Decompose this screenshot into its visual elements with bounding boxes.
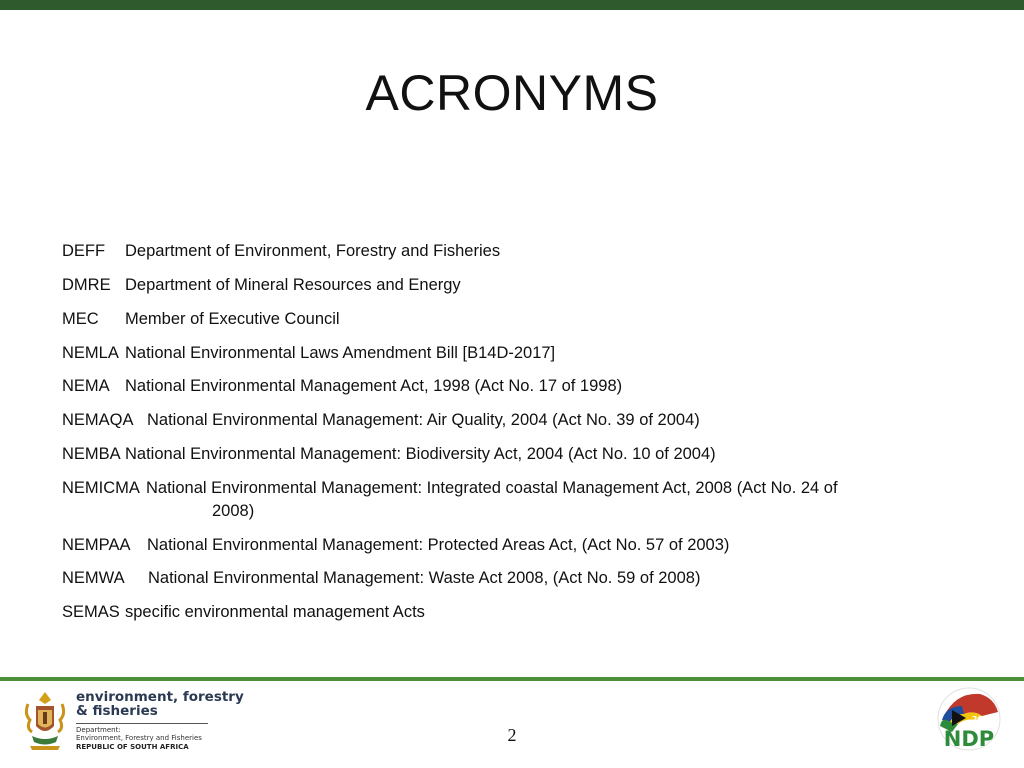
slide-title: ACRONYMS: [365, 65, 659, 121]
acronym-abbr: SEMAS: [62, 603, 120, 621]
ndp-2030-logo: [936, 686, 1002, 752]
department-subtitle: [76, 726, 202, 742]
department-name: [76, 690, 244, 718]
acronym-abbr: NEMPAA: [62, 536, 131, 554]
acronym-abbr: NEMAQA: [62, 411, 134, 429]
acronym-abbr: NEMA: [62, 377, 110, 395]
department-logo: [22, 689, 244, 754]
acronym-row: [62, 409, 962, 431]
acronym-abbr: NEMWA: [62, 569, 125, 587]
acronym-row: [62, 240, 962, 262]
acronym-definition: Department of Environment, Forestry and Fisheries: [125, 242, 501, 260]
acronym-row: [62, 274, 962, 296]
acronym-abbr: MEC: [62, 310, 99, 328]
acronym-definition: National Environmental Management: Biodiversity Act, 2004 (Act No. 10 of 2004): [125, 445, 716, 463]
acronym-abbr: DEFF: [62, 242, 106, 260]
page-number: 2: [507, 725, 517, 745]
department-subtitle-line: Environment, Forestry and Fisheries: [76, 734, 202, 742]
acronym-row: [62, 375, 962, 397]
acronym-row: [62, 534, 962, 556]
acronym-row: [62, 443, 962, 465]
acronym-definition: Member of Executive Council: [125, 310, 340, 328]
acronym-abbr: DMRE: [62, 276, 111, 294]
ndp-wordmark: NDP: [943, 727, 995, 751]
acronym-row: [62, 567, 962, 589]
acronym-abbr: NEMBA: [62, 445, 121, 463]
logo-divider: [76, 723, 208, 724]
acronym-definition: National Environmental Laws Amendment Bill [B14D-2017]: [125, 344, 556, 362]
department-name-line: & fisheries: [76, 703, 158, 719]
country-name: REPUBLIC OF SOUTH AFRICA: [76, 743, 189, 751]
coat-of-arms-icon: [22, 690, 68, 752]
acronym-abbr: NEMICMA: [62, 479, 140, 497]
acronym-row: [62, 308, 962, 330]
acronym-definition: specific environmental management Acts: [125, 603, 425, 621]
acronym-abbr: NEMLA: [62, 344, 119, 362]
acronym-definition: Department of Mineral Resources and Energy: [125, 276, 461, 294]
acronym-row: [62, 601, 962, 623]
acronym-row: [62, 477, 962, 523]
acronym-definition: National Environmental Management: Air Quality, 2004 (Act No. 39 of 2004): [147, 411, 700, 429]
acronym-definition-continued: 2008): [212, 502, 255, 520]
top-accent-bar: [0, 0, 1024, 10]
footer-divider: [0, 677, 1024, 681]
acronym-row: [62, 342, 962, 364]
acronym-definition: National Environmental Management: Waste Act 2008, (Act No. 59 of 2008): [148, 569, 701, 587]
acronym-definition: National Environmental Management: Integrated coastal Management Act, 2008 (Act No. 24 of: [146, 479, 838, 497]
department-name-line: environment, forestry: [76, 689, 244, 705]
ndp-year: 2030: [971, 715, 995, 724]
department-subtitle-line: Department:: [76, 726, 121, 734]
acronym-definition: National Environmental Management: Protected Areas Act, (Act No. 57 of 2003): [147, 536, 730, 554]
acronym-definition: National Environmental Management Act, 1998 (Act No. 17 of 1998): [125, 377, 623, 395]
